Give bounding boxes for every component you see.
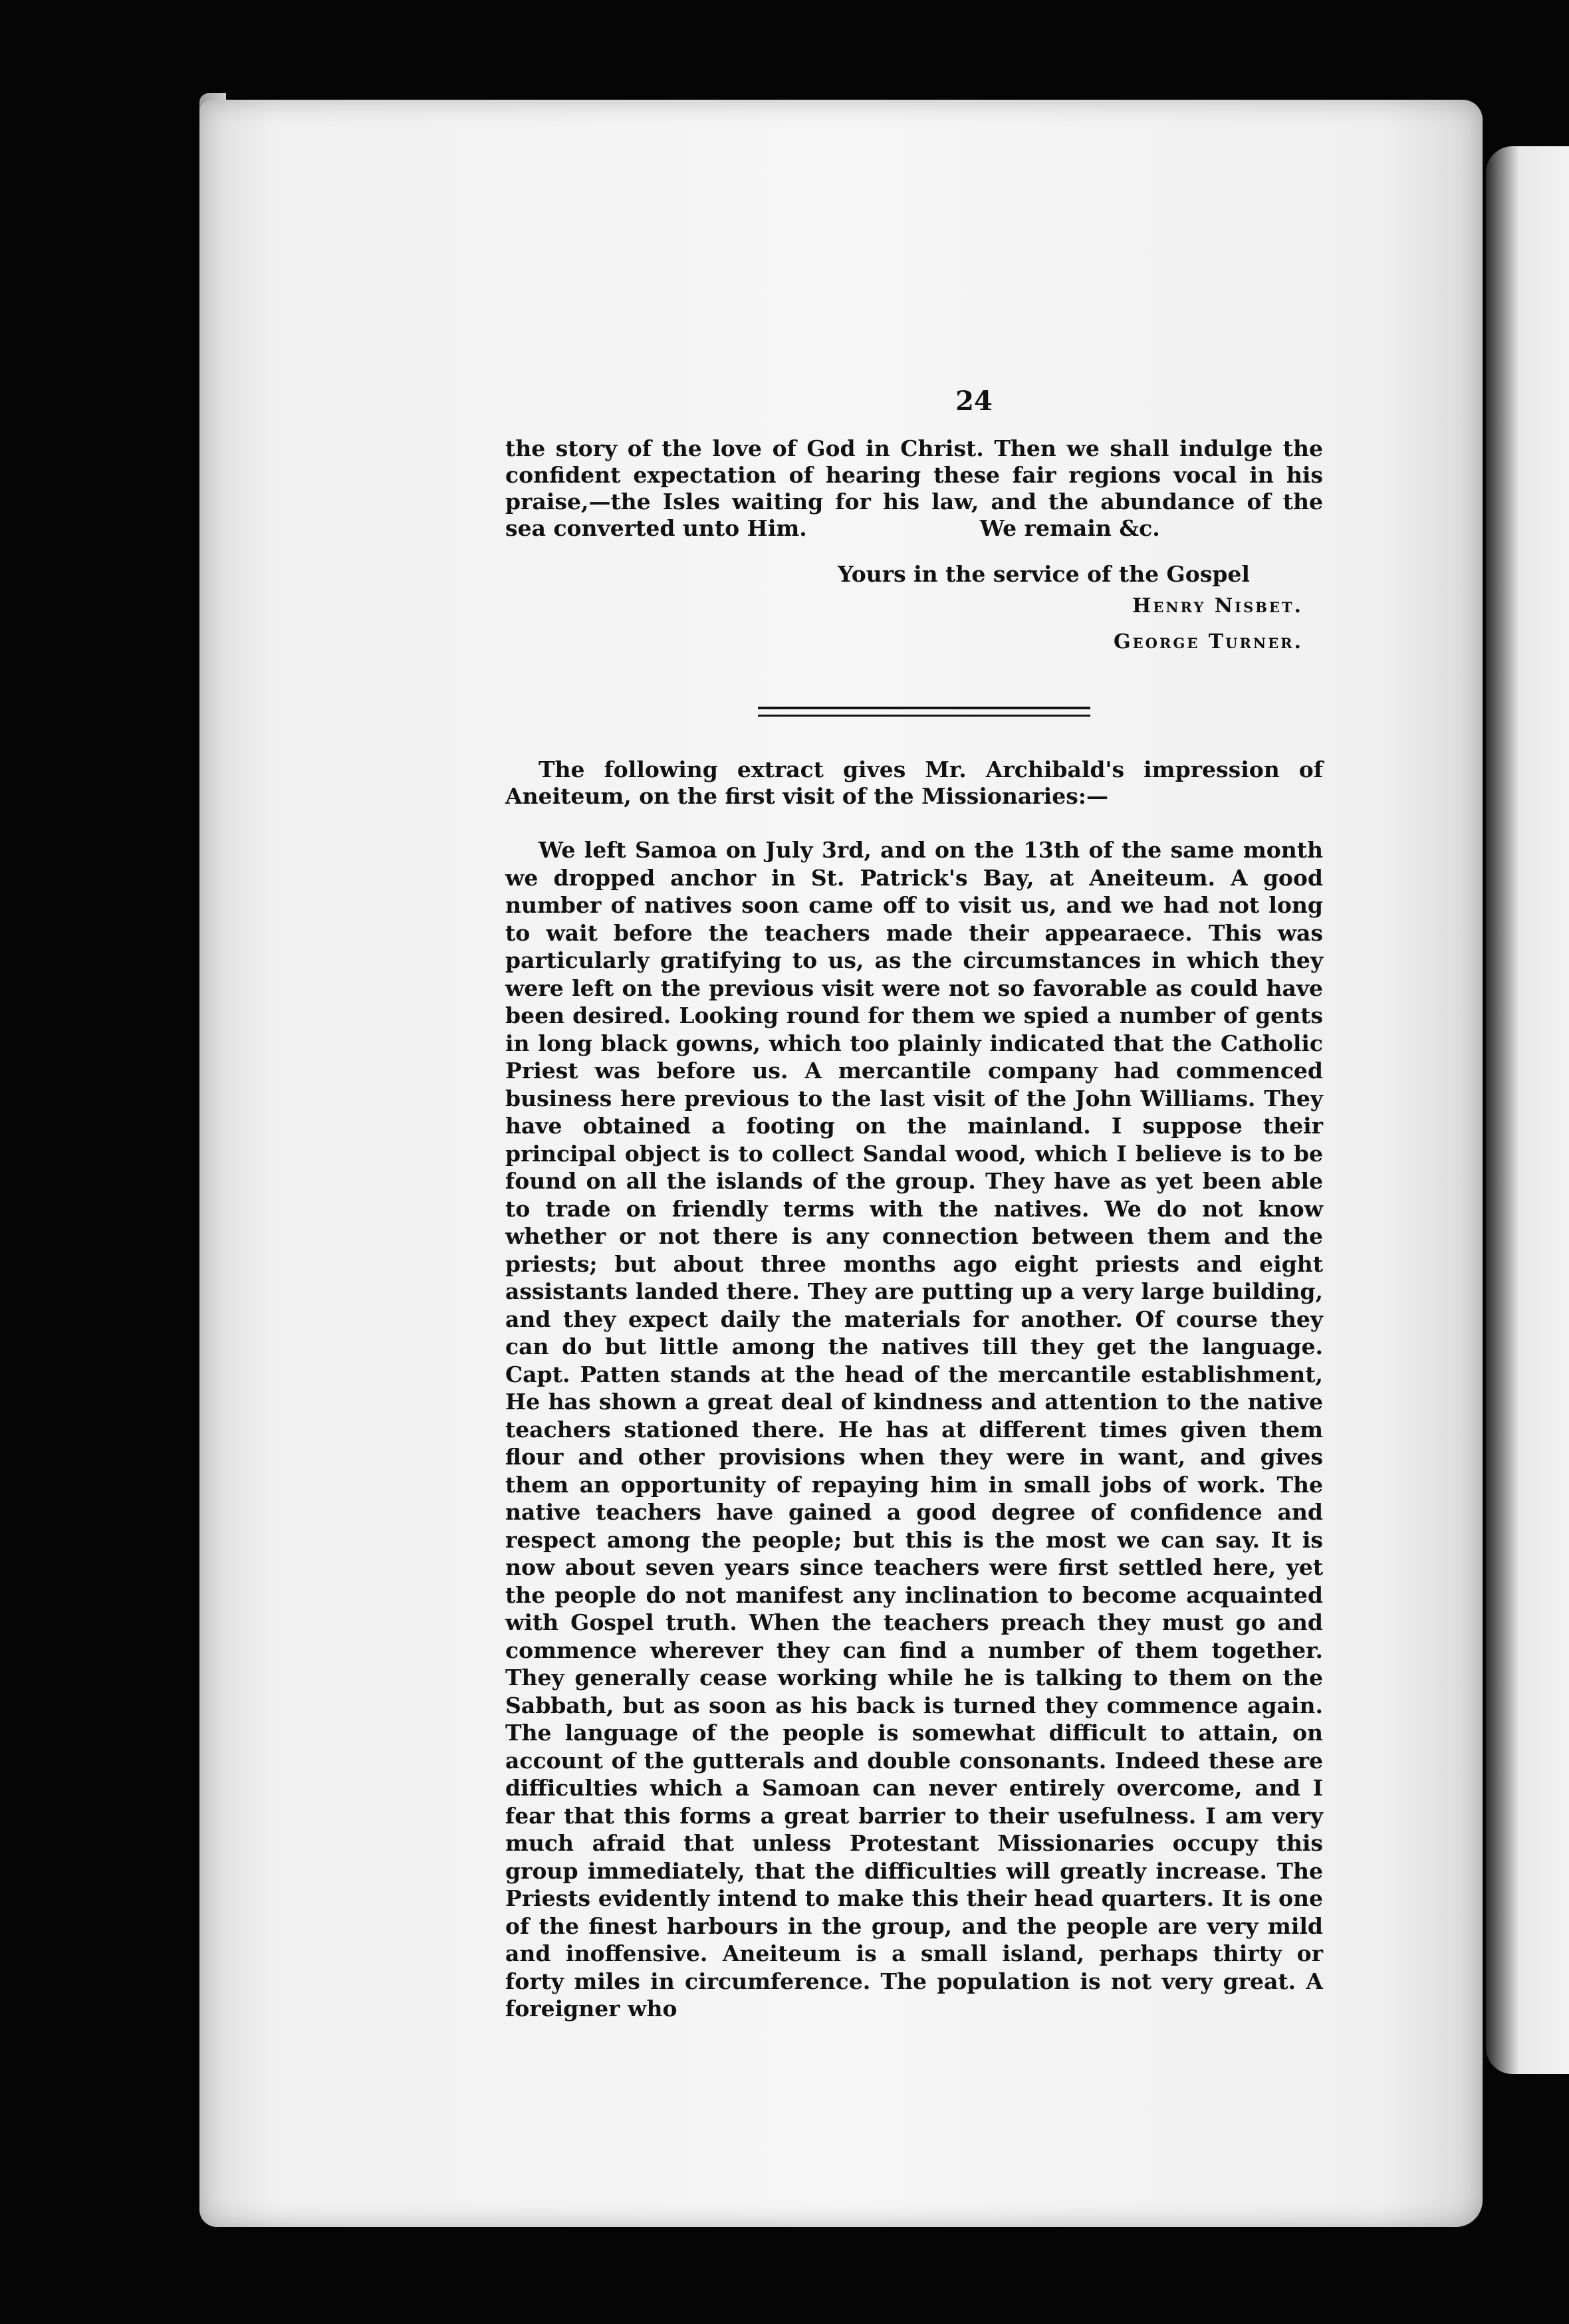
facing-page-edge [1486, 146, 1569, 2074]
closing-remark: We remain &c. [979, 515, 1160, 541]
section-divider [758, 707, 1090, 717]
page-number: 24 [955, 386, 993, 417]
opening-paragraph-text: the story of the love of God in Christ. Then we shall indulge the confident expectation of hearing these fair regions vocal in his praise,—the Isles waiting for his law, and the abundance of the sea converted unto [505, 435, 1323, 541]
closing-line [747, 515, 1160, 541]
valediction: Yours in the service of the Gospel [838, 561, 1250, 587]
signature-turner: George Turner. [1114, 630, 1303, 653]
closing-word: Him. [747, 515, 807, 541]
signature-nisbet: Henry Nisbet. [1132, 594, 1303, 618]
page-content [505, 386, 1323, 2023]
extract-body: We left Samoa on July 3rd, and on the 13th of the same month we dropped anchor in St. Patrick's Bay, at Aneiteum. A good number of natives soon came off to visit us, and we had not long to wait before the teachers made their appearaece. This was particularly gratifying to us, as the circumstances in which they were left on the previous visit were not so favorable as could have been desired. Looking round for them we spied a number of gents in long black gowns, which too plainly indicated that the Catholic Priest was before us. A mercantile company had commenced business here previous to the last visit of the John Williams. They have obtained a footing on the mainland. I suppose their principal object is to collect Sandal wood, which I believe is to be found on all the islands of the group. They have as yet been able to trade on friendly terms with the natives. We do not know whether or not there is any connection between them and the priests; but about three months ago eight priests and eight assistants landed there. They are putting up a very large building, and they expect daily the materials for another. Of course they can do but little among the natives till they get the language. Capt. Patten stands at the head of the mercantile establishment, He has shown a great deal of kindness and attention to the native teachers stationed there. He has at different times given them flour and other provisions when they were in want, and gives them an opportunity of repaying him in small jobs of work. The native teachers have gained a good degree of confidence and respect among the people; but this is the most we can say. It is now about seven years since teachers were first settled here, yet the people do not manifest any inclination to become acquainted with Gospel truth. When the teachers preach they must go and commence wherever they can find a number of them together. They generally cease working while he is talking to them on the Sabbath, but as soon as his back is turned they commence again. The language of the people is somewhat difficult to attain, on account of the gutterals and double consonants. Indeed these are difficulties which a Samoan can never entirely overcome, and I fear that this forms a great barrier to their usefulness. I am very much afraid that unless Protestant Missionaries occupy this group immediately, that the difficulties will greatly increase. The Priests evidently intend to make this their head quarters. It is one of the finest harbours in the group, and the people are very mild and inoffensive. Aneiteum is a small island, perhaps thirty or forty miles in circumference. The population is not very great. A foreigner who [505, 837, 1323, 2022]
letter-closing-paragraph [505, 435, 1323, 542]
extract-intro: The following extract gives Mr. Archibald's impression of Aneiteum, on the first visit of the Missionaries:— [505, 756, 1323, 809]
